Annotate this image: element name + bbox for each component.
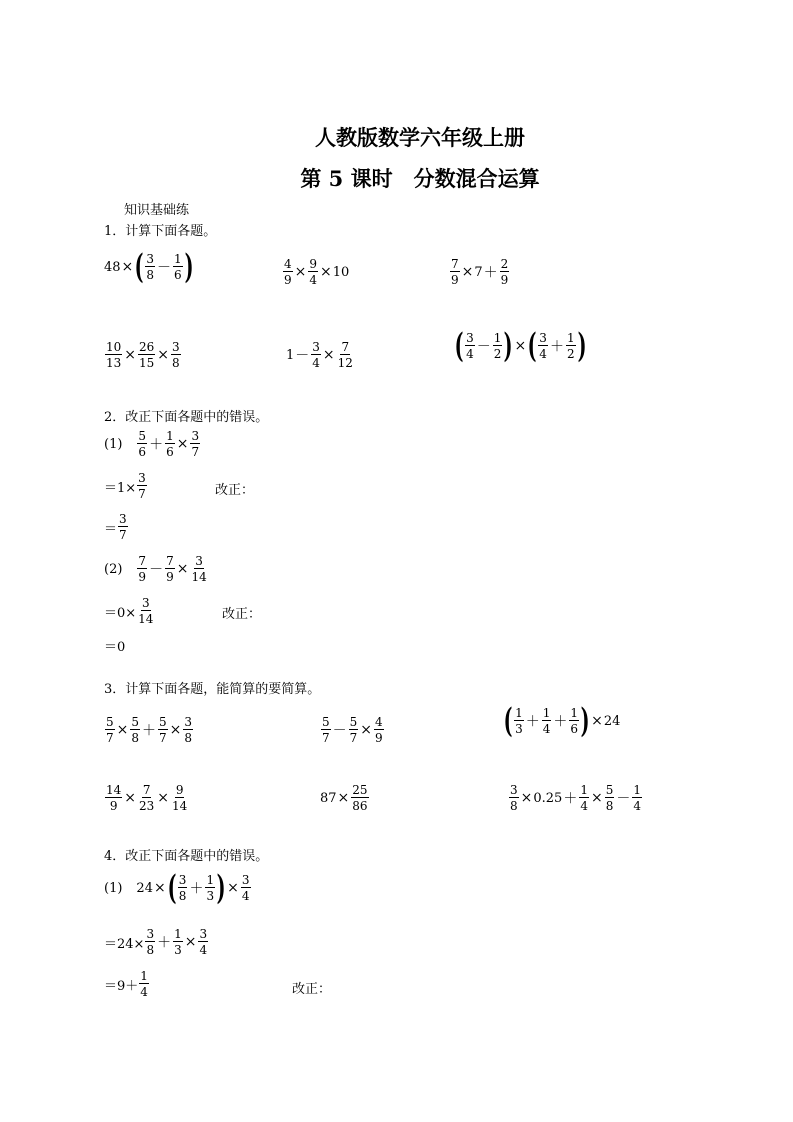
- q2-part-1-step-2: [104, 513, 129, 541]
- operator: －: [476, 339, 491, 355]
- numerator: 1: [140, 969, 148, 983]
- numerator: 3: [312, 340, 320, 354]
- part-label: (1): [104, 880, 123, 896]
- numerator: 7: [142, 783, 151, 797]
- denominator: 6: [174, 268, 182, 282]
- denominator: 7: [322, 731, 330, 745]
- fraction: [105, 784, 122, 812]
- numerator: 3: [539, 331, 547, 345]
- numerator: 3: [172, 340, 180, 354]
- numerator: 1: [174, 927, 182, 941]
- number: 87: [320, 790, 337, 806]
- parenthesis: ): [580, 701, 590, 741]
- numerator: 25: [352, 783, 368, 797]
- numerator: 5: [106, 715, 114, 729]
- operator: ＋: [483, 265, 498, 281]
- q3-expression-6: [508, 784, 643, 812]
- operator: ×: [461, 264, 474, 280]
- operator: ＋: [157, 935, 172, 951]
- question-3-prompt: 3．计算下面各题，能简算的要简算。: [104, 682, 321, 697]
- operator: ×: [116, 722, 129, 738]
- fraction: [538, 332, 548, 360]
- numerator: 7: [138, 554, 147, 568]
- operator: ×: [337, 790, 350, 806]
- denominator: 13: [106, 356, 122, 370]
- numerator: 4: [375, 715, 383, 729]
- number: 0.25: [533, 790, 563, 806]
- fraction: [173, 253, 183, 281]
- denominator: 4: [241, 889, 250, 903]
- numerator: 9: [309, 257, 318, 271]
- numerator: 5: [159, 715, 167, 729]
- numerator: 5: [138, 429, 147, 443]
- q1-expression-6: [454, 326, 587, 366]
- fraction: [569, 707, 579, 735]
- parenthesis: (: [454, 326, 464, 366]
- fraction: [579, 784, 589, 812]
- number: 10: [332, 264, 350, 280]
- numerator: 7: [166, 554, 174, 568]
- operator: ＋: [549, 339, 564, 355]
- expression-prefix: ＝: [104, 521, 118, 537]
- operator: ×: [294, 264, 307, 280]
- numerator: 3: [141, 596, 150, 610]
- operator: ×: [157, 790, 170, 806]
- numerator: 3: [199, 927, 208, 941]
- operator: ×: [169, 722, 182, 738]
- fraction: [198, 928, 208, 956]
- fraction: [138, 784, 155, 812]
- numerator: 3: [195, 554, 203, 568]
- denominator: 6: [138, 445, 147, 459]
- operator: ＋: [142, 723, 157, 739]
- left-paren: (: [134, 247, 144, 287]
- operator: －: [149, 562, 164, 578]
- denominator: 3: [174, 943, 182, 957]
- q2-part-1-step-1: [104, 472, 148, 500]
- q4-part-1-step-1: [104, 928, 209, 956]
- operator: ×: [124, 790, 137, 806]
- parenthesis: (: [527, 326, 537, 366]
- denominator: 8: [510, 799, 518, 813]
- operator: ＋: [525, 714, 540, 730]
- denominator: 4: [580, 799, 588, 813]
- denominator: 9: [166, 570, 174, 584]
- fraction: [308, 258, 318, 286]
- denominator: 14: [138, 612, 154, 626]
- numerator: 14: [106, 783, 122, 797]
- operator: ×: [157, 347, 170, 363]
- fraction: [632, 784, 642, 812]
- parenthesis: ): [503, 326, 513, 366]
- q2-part-2-expression: [104, 555, 209, 583]
- denominator: 4: [466, 347, 474, 361]
- denominator: 2: [566, 347, 575, 361]
- q2-part-1-correction-label: 改正：: [215, 483, 255, 498]
- denominator: 7: [349, 731, 358, 745]
- fraction: [137, 472, 147, 500]
- denominator: 8: [131, 731, 140, 745]
- fraction: [171, 784, 188, 812]
- denominator: 4: [542, 722, 551, 736]
- page-title: 人教版数学六年级上册: [315, 125, 525, 150]
- numerator: 5: [322, 715, 330, 729]
- denominator: 8: [146, 943, 155, 957]
- numerator: 7: [451, 257, 459, 271]
- operator: ×: [591, 713, 603, 729]
- operator: ×: [176, 561, 189, 577]
- fraction: [205, 874, 215, 902]
- q2-part-2-correction-label: 改正：: [222, 607, 262, 622]
- fraction: [351, 784, 368, 812]
- fraction: [165, 430, 175, 458]
- denominator: 8: [146, 268, 155, 282]
- denominator: 9: [138, 570, 147, 584]
- numerator: 5: [349, 715, 358, 729]
- expression-prefix: ＝24×: [104, 936, 145, 952]
- fraction: [566, 332, 576, 360]
- denominator: 4: [539, 347, 547, 361]
- parenthesis: (: [167, 868, 177, 908]
- fraction: [605, 784, 615, 812]
- operator: －: [616, 791, 631, 807]
- number: 1: [286, 347, 295, 363]
- denominator: 7: [119, 528, 127, 542]
- number: 48: [104, 259, 121, 275]
- numerator: 1: [174, 252, 182, 266]
- denominator: 8: [184, 731, 193, 745]
- numerator: 1: [166, 429, 174, 443]
- q2-part-2-step-2: ＝0: [104, 640, 126, 655]
- times-sign: ×: [121, 259, 134, 275]
- denominator: 9: [500, 273, 509, 287]
- denominator: 9: [284, 273, 292, 287]
- denominator: 2: [493, 347, 502, 361]
- q1-expression-2: [282, 258, 349, 286]
- section-label: 知识基础练: [124, 203, 190, 218]
- operator: ×: [590, 790, 603, 806]
- q3-expression-2: [320, 716, 385, 744]
- operator: ×: [184, 934, 197, 950]
- numerator: 9: [175, 783, 184, 797]
- operator: ×: [176, 436, 189, 452]
- fraction: [241, 874, 251, 902]
- fraction: [500, 258, 510, 286]
- operator: ×: [322, 347, 335, 363]
- q1-expression-5: [286, 341, 355, 369]
- part-label: (2): [104, 561, 123, 577]
- denominator: 7: [191, 445, 200, 459]
- number: 24: [136, 880, 153, 896]
- q3-expression-1: [104, 716, 194, 744]
- q1-expression-3: [449, 258, 510, 286]
- numerator: 1: [580, 783, 588, 797]
- operator: ×: [124, 347, 137, 363]
- part-label: (1): [104, 436, 123, 452]
- numerator: 3: [146, 927, 155, 941]
- fraction: [349, 716, 359, 744]
- numerator: 3: [191, 429, 200, 443]
- lesson-subtitle: 第 5 课时 分数混合运算: [300, 166, 540, 191]
- denominator: 6: [166, 445, 174, 459]
- fraction: [509, 784, 519, 812]
- fraction: [283, 258, 293, 286]
- fraction: [493, 332, 503, 360]
- numerator: 1: [206, 873, 215, 887]
- operator: －: [332, 723, 347, 739]
- numerator: 3: [466, 331, 474, 345]
- fraction: [374, 716, 384, 744]
- number: 24: [603, 713, 621, 729]
- fraction: [158, 716, 168, 744]
- denominator: 4: [633, 799, 641, 813]
- minus-sign: －: [157, 260, 172, 276]
- q4-part-1-step-2: [104, 970, 150, 998]
- denominator: 3: [515, 722, 523, 736]
- fraction: [105, 716, 115, 744]
- denominator: 3: [206, 889, 215, 903]
- numerator: 3: [146, 252, 155, 266]
- question-4-prompt: 4．改正下面各题中的错误。: [104, 849, 269, 864]
- denominator: 4: [312, 356, 320, 370]
- right-paren: ): [184, 247, 194, 287]
- fraction: [514, 707, 524, 735]
- fraction: [145, 253, 155, 281]
- question-2-prompt: 2．改正下面各题中的错误。: [104, 410, 269, 425]
- operator: ＋: [563, 791, 578, 807]
- parenthesis: (: [503, 701, 513, 741]
- fraction: [137, 555, 147, 583]
- operator: ＋: [553, 714, 568, 730]
- denominator: 14: [172, 799, 188, 813]
- operator: －: [295, 348, 310, 364]
- fraction: [173, 928, 183, 956]
- numerator: 1: [633, 783, 641, 797]
- denominator: 14: [191, 570, 207, 584]
- operator: ×: [320, 264, 332, 280]
- denominator: 8: [172, 356, 180, 370]
- numerator: 3: [119, 512, 127, 526]
- operator: ×: [520, 790, 533, 806]
- q2-part-2-step-1: [104, 597, 155, 625]
- q4-part-1-expression: [104, 868, 252, 908]
- operator: ＋: [189, 881, 204, 897]
- operator: ×: [227, 880, 239, 896]
- number: 7: [474, 264, 483, 280]
- numerator: 7: [341, 340, 350, 354]
- operator: ×: [514, 338, 527, 354]
- numerator: 1: [542, 706, 551, 720]
- fraction: [137, 597, 154, 625]
- fraction: [139, 970, 149, 998]
- denominator: 4: [309, 273, 318, 287]
- denominator: 23: [139, 799, 155, 813]
- operator: ×: [360, 722, 373, 738]
- fraction: [183, 716, 193, 744]
- denominator: 9: [451, 273, 459, 287]
- expression-prefix: ＝1×: [104, 480, 137, 496]
- expression-prefix: ＝9＋: [104, 978, 139, 994]
- denominator: 4: [140, 985, 148, 999]
- parenthesis: ): [577, 326, 587, 366]
- fraction: [165, 555, 175, 583]
- expression-prefix: ＝0×: [104, 605, 137, 621]
- numerator: 26: [139, 340, 155, 354]
- fraction: [190, 430, 200, 458]
- fraction: [130, 716, 140, 744]
- numerator: 4: [284, 257, 292, 271]
- denominator: 7: [159, 731, 167, 745]
- denominator: 15: [139, 356, 155, 370]
- q3-expression-5: [320, 784, 370, 812]
- numerator: 10: [106, 340, 122, 354]
- numerator: 3: [241, 873, 250, 887]
- fraction: [311, 341, 321, 369]
- denominator: 4: [199, 943, 208, 957]
- numerator: 5: [605, 783, 614, 797]
- fraction: [321, 716, 331, 744]
- q1-expression-1: [104, 247, 194, 287]
- denominator: 9: [375, 731, 383, 745]
- denominator: 6: [570, 722, 579, 736]
- fraction: [171, 341, 181, 369]
- denominator: 12: [337, 356, 353, 370]
- denominator: 8: [605, 799, 614, 813]
- numerator: 5: [131, 715, 140, 729]
- fraction: [137, 430, 147, 458]
- denominator: 8: [178, 889, 187, 903]
- q3-expression-3: [503, 701, 621, 741]
- operator: ×: [153, 880, 166, 896]
- fraction: [138, 341, 155, 369]
- denominator: 86: [352, 799, 368, 813]
- parenthesis: ): [216, 868, 226, 908]
- numerator: 1: [515, 706, 523, 720]
- fraction: [105, 341, 122, 369]
- fraction: [450, 258, 460, 286]
- q3-expression-4: [104, 784, 189, 812]
- q2-part-1-expression: [104, 430, 201, 458]
- question-1-prompt: 1．计算下面各题。: [104, 224, 217, 239]
- numerator: 1: [493, 331, 502, 345]
- q4-part-1-correction-label: 改正：: [292, 982, 332, 997]
- fraction: [178, 874, 188, 902]
- denominator: 7: [138, 487, 146, 501]
- numerator: 1: [570, 706, 579, 720]
- numerator: 1: [566, 331, 575, 345]
- numerator: 3: [184, 715, 193, 729]
- fraction: [118, 513, 128, 541]
- fraction: [337, 341, 354, 369]
- denominator: 7: [106, 731, 114, 745]
- fraction: [465, 332, 475, 360]
- numerator: 3: [178, 873, 187, 887]
- operator: ＋: [149, 437, 164, 453]
- fraction: [542, 707, 552, 735]
- q1-expression-4: [104, 341, 182, 369]
- numerator: 2: [500, 257, 509, 271]
- fraction: [145, 928, 155, 956]
- fraction: [190, 555, 207, 583]
- numerator: 3: [510, 783, 518, 797]
- denominator: 9: [109, 799, 118, 813]
- numerator: 3: [138, 471, 146, 485]
